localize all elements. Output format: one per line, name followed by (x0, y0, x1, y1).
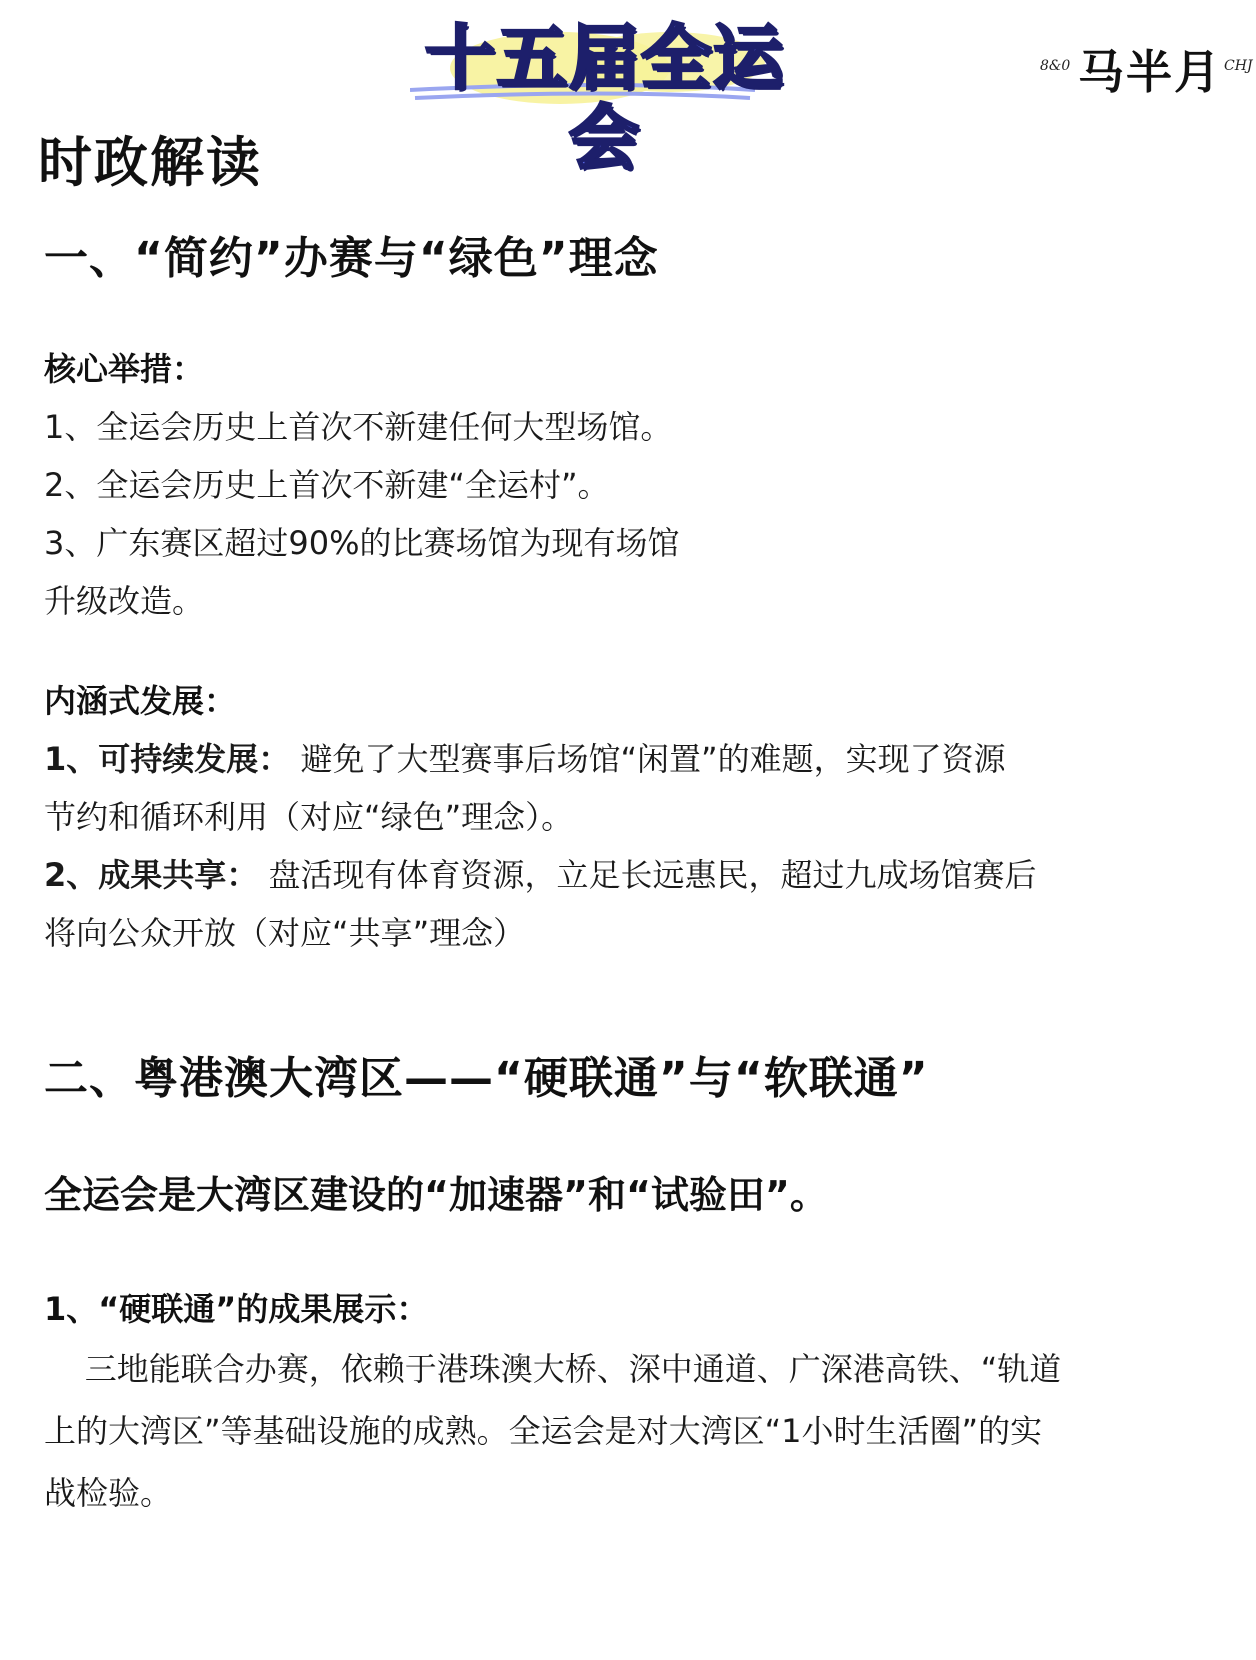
hard-connectivity-line: 战检验。 (44, 1474, 173, 1512)
author-left-mark: 8&0 (1040, 58, 1071, 74)
core-item: 3、广东赛区超过90%的比赛场馆为现有场馆 (44, 524, 680, 562)
development-text: 避免了大型赛事后场馆“闲置”的难题，实现了资源 (290, 740, 1006, 778)
hard-connectivity-line: 三地能联合办赛，依赖于港珠澳大桥、深中通道、广深港高铁、“轨道 (44, 1350, 1062, 1388)
hard-connectivity-label: 1、“硬联通”的成果展示： (44, 1290, 429, 1328)
author-name: 马半月 (1078, 45, 1222, 99)
section2-statement: 全运会是大湾区建设的“加速器”和“试验田”。 (44, 1173, 828, 1217)
development-text: 节约和循环利用（对应“绿色”理念）。 (44, 798, 574, 836)
author-signature (1040, 30, 1253, 99)
development-text: 盘活现有体育资源，立足长远惠民，超过九成场馆赛后 (258, 856, 1037, 894)
development-line (44, 734, 1006, 780)
development-line (44, 850, 1036, 896)
core-item: 2、全运会历史上首次不新建“全运村”。 (44, 466, 610, 504)
core-measures-label: 核心举措： (44, 350, 205, 388)
development-text: 将向公众开放（对应“共享”理念） (44, 914, 526, 952)
section1-title: 一、“简约”办赛与“绿色”理念 (44, 233, 659, 284)
development-label: 内涵式发展： (44, 682, 237, 720)
core-item: 升级改造。 (44, 582, 205, 620)
development-line (44, 908, 525, 954)
development-lead: 2、成果共享： (44, 856, 259, 894)
title-badge (410, 10, 800, 179)
development-line (44, 792, 573, 838)
core-item: 1、全运会历史上首次不新建任何大型场馆。 (44, 408, 673, 446)
development-lead: 1、可持续发展： (44, 740, 291, 778)
page-heading: 时政解读 (38, 131, 262, 194)
section2-title: 二、粤港澳大湾区——“硬联通”与“软联通” (44, 1053, 929, 1104)
author-right-mark: CHJ (1224, 58, 1253, 74)
hard-connectivity-line: 上的大湾区”等基础设施的成熟。全运会是对大湾区“1小时生活圈”的实 (44, 1412, 1043, 1450)
badge-title: 十五届全运会 (425, 17, 785, 179)
